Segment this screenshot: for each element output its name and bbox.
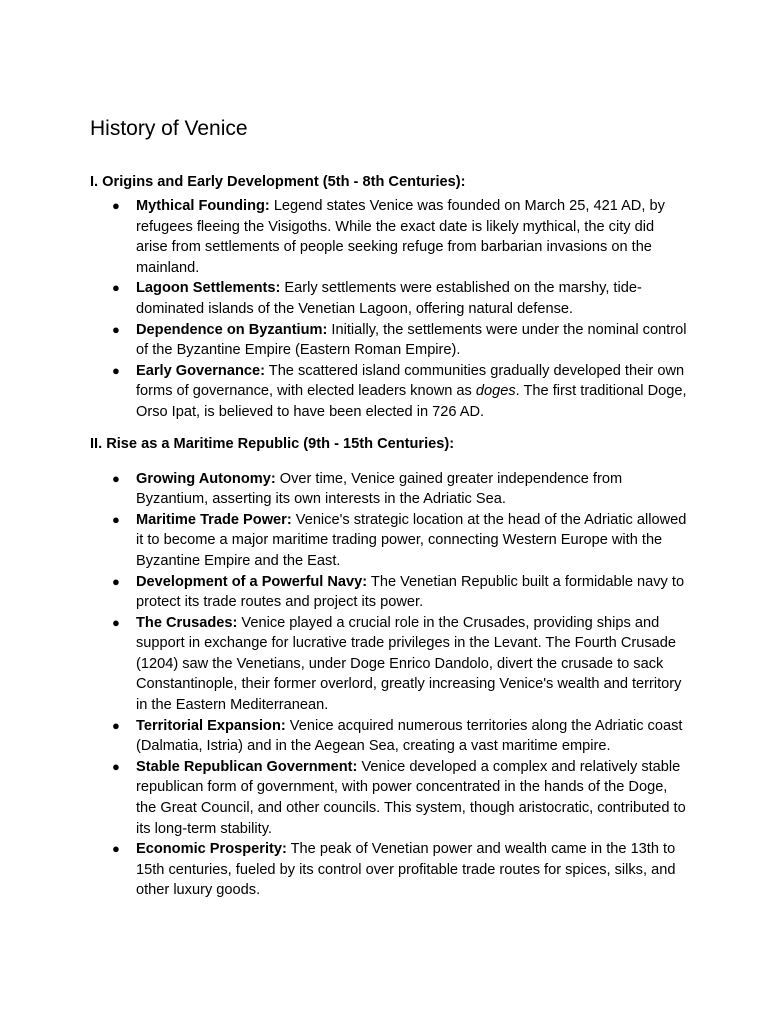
- item-term: Early Governance:: [136, 362, 265, 379]
- list-item: [90, 361, 688, 423]
- bullet-icon: ●: [112, 280, 120, 296]
- item-emphasis: doges: [475, 383, 516, 400]
- item-text: The Venetian Republic built a formidable navy to protect its trade routes and project its power.: [136, 573, 685, 611]
- bullet-icon: ●: [112, 717, 120, 733]
- item-text: Early settlements were established on the marshy, tide-dominated islands of the Venetian Lagoon, offering natural defense.: [136, 280, 642, 317]
- item-term: Territorial Expansion:: [136, 717, 286, 734]
- item-text: The scattered island communities gradually developed their own forms of governance, with elected leaders known as: [136, 362, 685, 400]
- list-item: [90, 613, 688, 716]
- bullet-icon: ●: [112, 511, 120, 527]
- item-text: Venice developed a complex and relatively stable republican form of government, with power concentrated in the hands of the Doge, the Great Council, and other councils. This system, though aristocratic, contributed to its long-term stability.: [136, 758, 686, 837]
- item-text: Venice played a crucial role in the Crusades, providing ships and support in exchange for lucrative trade privileges in the Levant. The Fourth Crusade (1204) saw the Venetians, under Doge Enrico Dandolo, divert the crusade to sack Constantinople, their former overlord, greatly increasing Venice's wealth and territory in the Eastern Mediterranean.: [136, 614, 682, 714]
- bullet-icon: ●: [112, 321, 120, 337]
- bullet-icon: ●: [112, 470, 120, 486]
- item-text: Venice's strategic location at the head of the Adriatic allowed it to become a major maritime trading power, connecting Western Europe with the Byzantine Empire and the East.: [136, 511, 687, 569]
- list-item: [90, 196, 688, 278]
- item-term: The Crusades:: [136, 614, 238, 631]
- bullet-icon: ●: [112, 614, 120, 630]
- item-text: Venice acquired numerous territories along the Adriatic coast (Dalmatia, Istria) and in the Aegean Sea, creating a vast maritime empire.: [136, 717, 683, 755]
- bullet-icon: ●: [112, 573, 120, 589]
- bullet-icon: ●: [112, 841, 120, 857]
- item-text: Legend states Venice was founded on March 25, 421 AD, by refugees fleeing the Visigoths. While the exact date is likely mythical, the city did arise from settlements of people seeking refuge from barbarian invasions on the mainland.: [136, 198, 665, 276]
- item-term: Development of a Powerful Navy:: [136, 573, 368, 590]
- document-title: History of Venice: [90, 117, 248, 140]
- list-item: [90, 469, 688, 510]
- origins-bullet-list: [90, 196, 688, 423]
- list-item: [90, 278, 688, 319]
- section-heading-origins: I. Origins and Early Development (5th - 8th Centuries):: [90, 174, 466, 190]
- bullet-icon: ●: [112, 362, 120, 378]
- list-item: [90, 510, 688, 572]
- item-text: Over time, Venice gained greater independence from Byzantium, asserting its own interests in the Adriatic Sea.: [136, 470, 623, 508]
- item-term: Economic Prosperity:: [136, 841, 287, 858]
- item-term: Mythical Founding:: [136, 198, 270, 214]
- list-item: [90, 757, 688, 839]
- list-item: [90, 716, 688, 757]
- item-term: Stable Republican Government:: [136, 758, 358, 775]
- item-text-after: . The first traditional Doge, Orso Ipat, is believed to have been elected in 726 AD.: [136, 383, 687, 420]
- list-item: [90, 572, 688, 613]
- item-term: Dependence on Byzantium:: [136, 321, 328, 338]
- item-term: Maritime Trade Power:: [136, 511, 292, 528]
- list-item: [90, 839, 688, 901]
- bullet-icon: ●: [112, 198, 120, 213]
- section-heading-maritime-republic: II. Rise as a Maritime Republic (9th - 15th Centuries):: [90, 435, 455, 452]
- maritime-bullet-list: [90, 469, 688, 901]
- item-text: Initially, the settlements were under the nominal control of the Byzantine Empire (Eastern Roman Empire).: [136, 321, 687, 359]
- item-term: Growing Autonomy:: [136, 470, 276, 487]
- list-item: [90, 320, 688, 361]
- item-term: Lagoon Settlements:: [136, 280, 281, 297]
- item-text: The peak of Venetian power and wealth came in the 13th to 15th centuries, fueled by its control over profitable trade routes for spices, silks, and other luxury goods.: [136, 841, 676, 899]
- bullet-icon: ●: [112, 758, 120, 774]
